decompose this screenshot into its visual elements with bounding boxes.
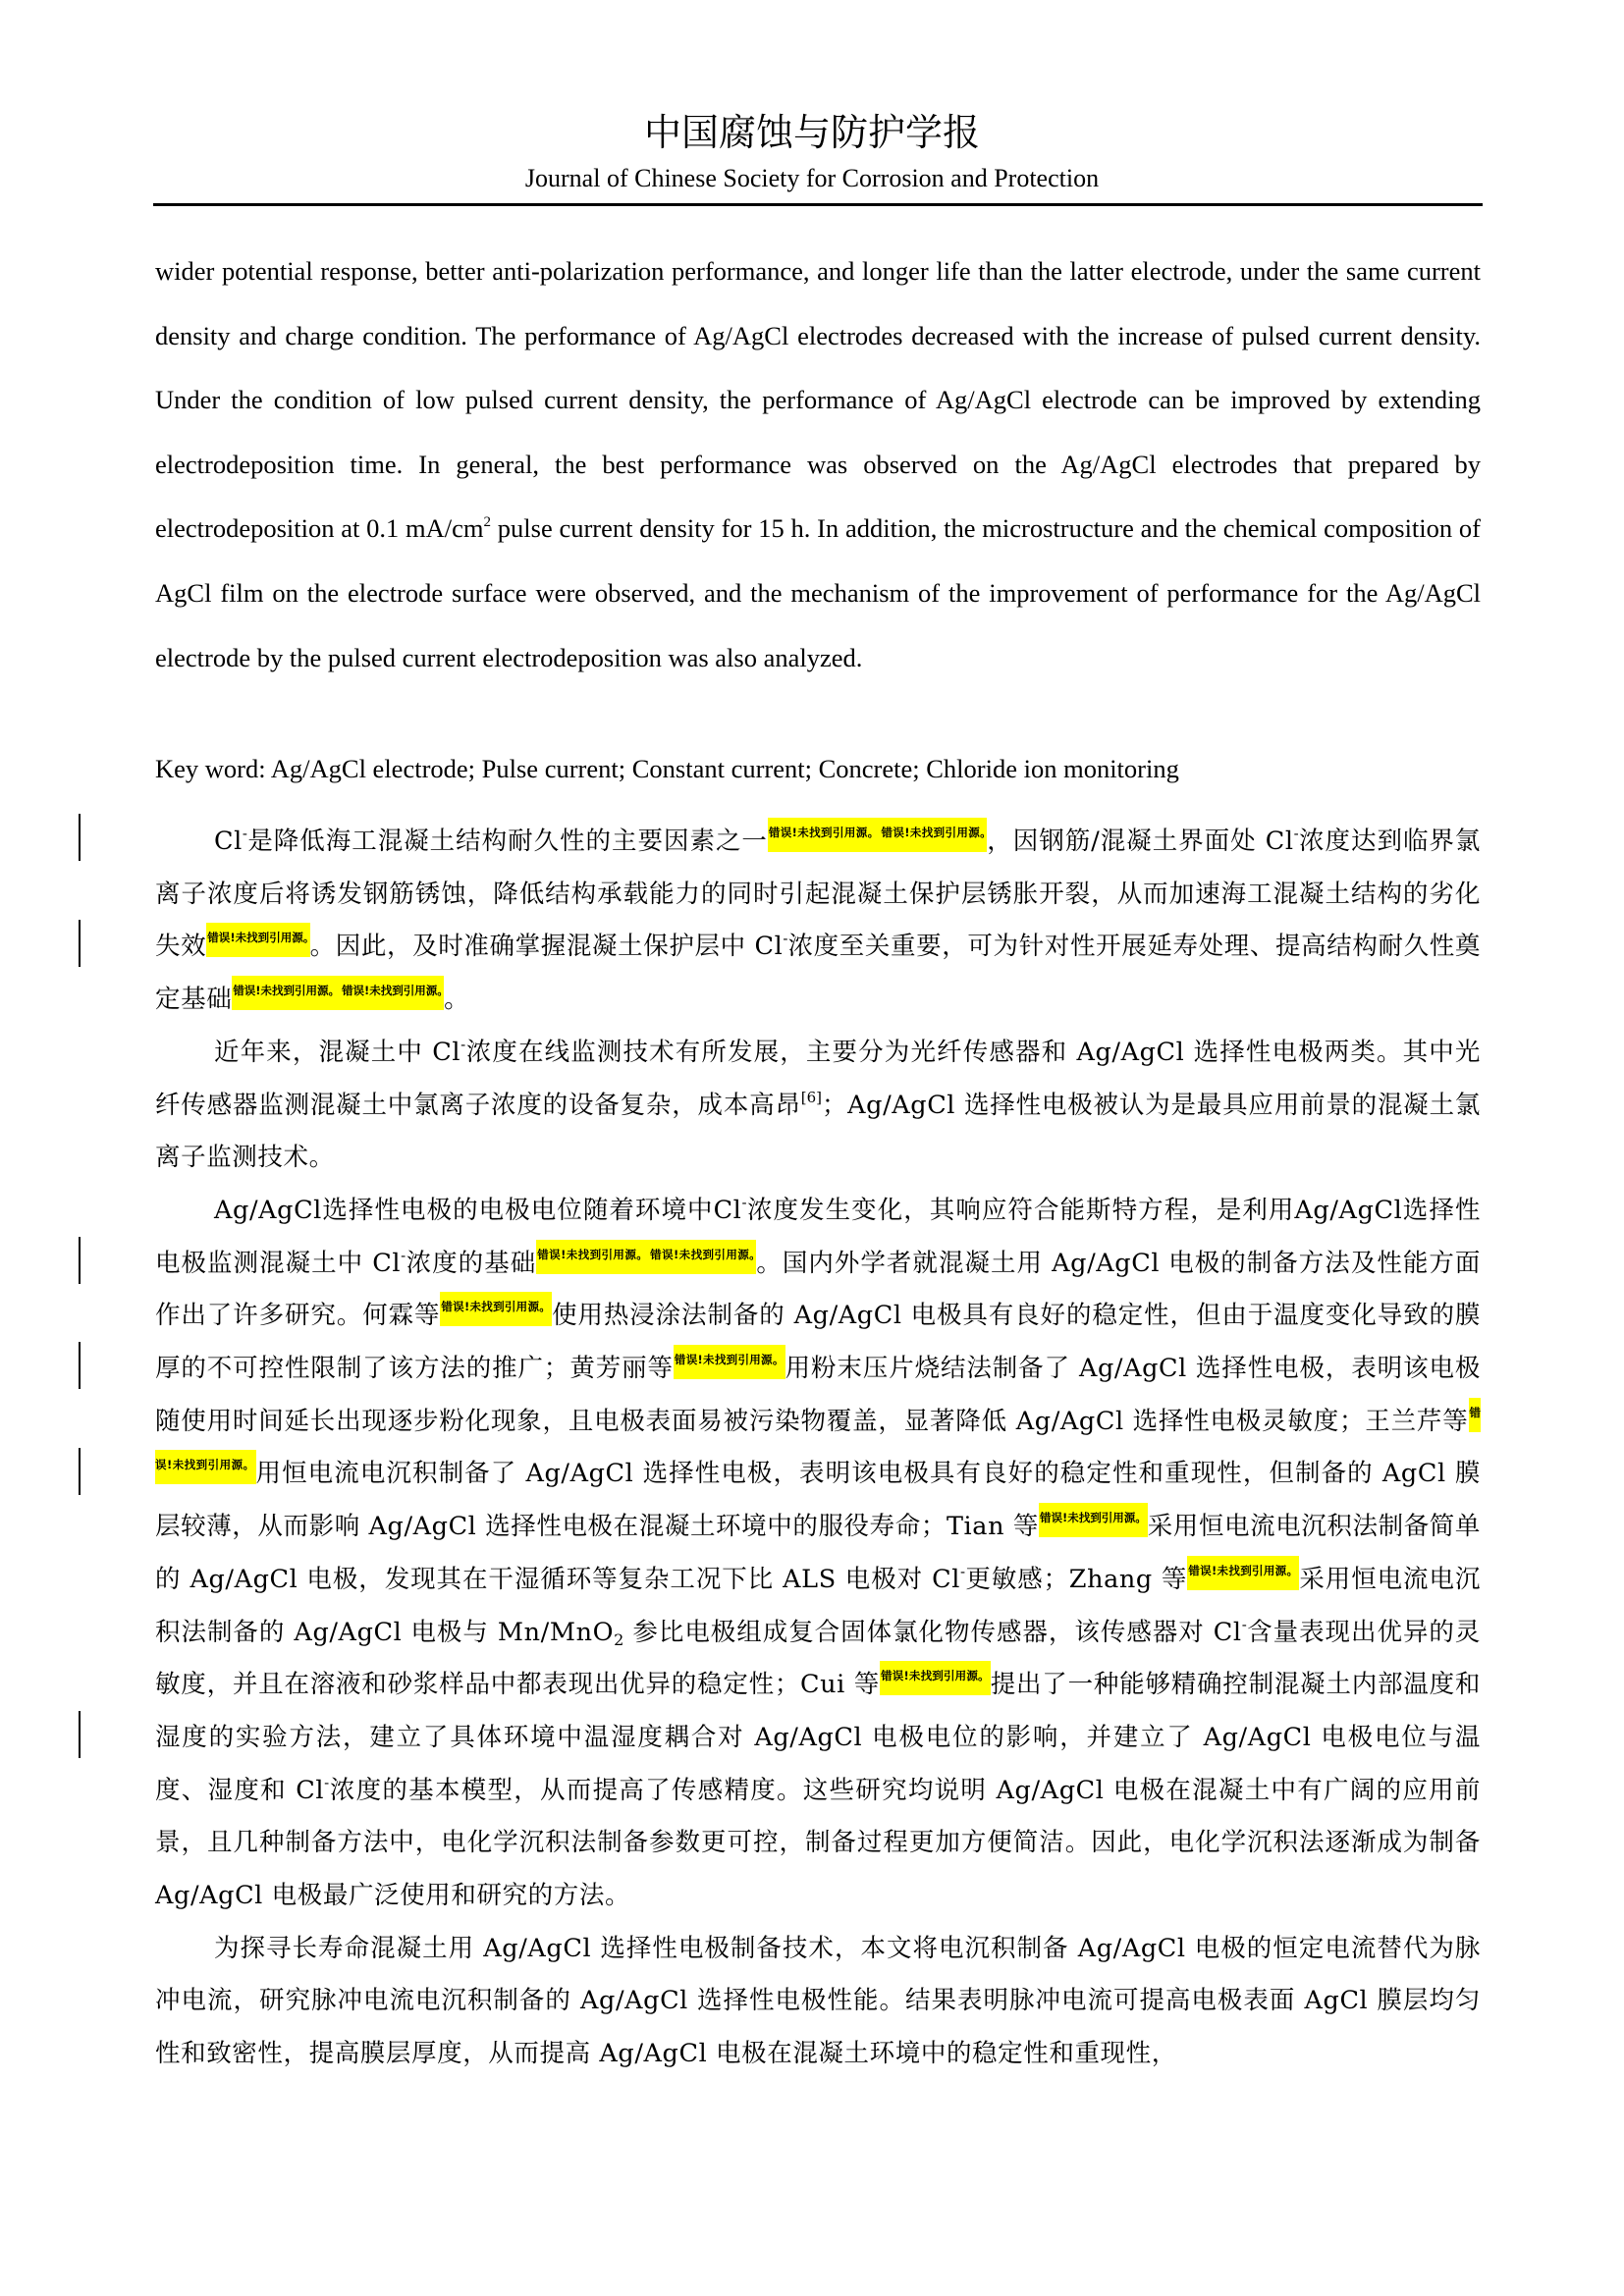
text-run: 更敏感；Zhang 等 — [965, 1564, 1188, 1594]
text-run: 。 — [444, 985, 470, 1015]
citation-error-highlight: 错误!未找到引用源。 — [880, 1661, 991, 1695]
citation-error-highlight: 错误!未找到引用源。 — [880, 818, 987, 852]
text-run: 浓度达到临界氯离子浓度后将诱发钢筋锈蚀，降低结构承载能力的同时引起混凝土保护层锈胀开裂，从而加速海工混凝土结构的劣化失效 — [155, 827, 1482, 962]
citation-error-highlight: 错误!未找到引用源。 — [1187, 1556, 1299, 1590]
text-run: ；Ag/AgCl 选择性电极被认为是最具应用前景的混凝土氯离子监测技术。 — [155, 1090, 1481, 1173]
text-run: 浓度的基本模型，从而提高了传感精度。这些研究均说明 Ag/AgCl 电极在混凝土中有广阔的应用前景，且几种制备方法中，电化学沉积法制备参数更可控，制备过程更加方便简洁。因此，电化学沉积法逐渐成为制备 Ag/AgCl 电极最广泛使用和研究的方法。 — [155, 1775, 1481, 1911]
text-run: 浓度的基础 — [406, 1248, 537, 1278]
revision-change-bar — [79, 1448, 81, 1495]
citation-error-highlight: 错误!未找到引用源。 — [768, 818, 881, 852]
text-run: 。国内外学者就混凝土用 Ag/AgCl 电极的制备方法及性能方面作出了许多研究。何霖等 — [155, 1248, 1481, 1331]
abstract-part-2: pulse current density for 15 h. In addition, the microstructure and the chemical composition of AgCl film on the electrode surface were observed, and the mechanism of the improvement of performance for the Ag/AgCl electrode by the pulsed current electrodeposition was also analyzed. — [155, 513, 1481, 672]
text-run: 用粉末压片烧结法制备了 Ag/AgCl 选择性电极，表明该电极随使用时间延长出现逐步粉化现象，且电极表面易被污染物覆盖，显著降低 Ag/AgCl 选择性电极灵敏度；王兰芹等 — [155, 1354, 1481, 1436]
text-run: ，因钢筋/混凝土界面处 Cl — [987, 827, 1294, 856]
body-text — [155, 816, 1481, 2081]
citation-error-highlight: 错误!未找到引用源。 — [232, 976, 341, 1010]
abstract-text — [155, 240, 1481, 690]
revision-change-bar — [79, 814, 81, 861]
text-run: 用恒电流电沉积制备了 Ag/AgCl 选择性电极，表明该电极具有良好的稳定性和重现性，但制备的 AgCl 膜层较薄，从而影响 Ag/AgCl 选择性电极在混凝土环境中的服役寿命；Tian 等 — [155, 1459, 1481, 1542]
header-rule — [153, 203, 1483, 206]
citation-error-highlight: 错误!未找到引用源。 — [206, 923, 309, 957]
superscript: - — [741, 1193, 747, 1211]
superscript: - — [783, 930, 788, 948]
superscript: - — [401, 1246, 406, 1264]
citation-error-highlight: 错误!未找到引用源。 — [649, 1240, 756, 1274]
revision-change-bar — [79, 1237, 81, 1284]
paragraph-4 — [155, 1923, 1481, 2081]
journal-title-chinese: 中国腐蚀与防护学报 — [643, 111, 980, 154]
text-run: 是降低海工混凝土结构耐久性的主要因素之一 — [246, 827, 768, 856]
text-run: 为探寻长寿命混凝土用 Ag/AgCl 选择性电极制备技术，本文将电沉积制备 Ag/AgCl 电极的恒定电流替代为脉冲电流，研究脉冲电流电沉积制备的 Ag/AgCl 选择性电极性能。结果表明脉冲电流可提高电极表面 AgCl 膜层均匀性和致密性，提高膜层厚度，从而提高 Ag/AgCl 电极在混凝土环境中的稳定性和重现性， — [155, 1933, 1481, 2069]
text-run: 使用热浸涂法制备的 Ag/AgCl 电极具有良好的稳定性，但由于温度变化导致的膜厚的不可控性限制了该方法的推广；黄芳丽等 — [155, 1301, 1481, 1384]
text-run: 近年来，混凝土中 Cl — [214, 1037, 461, 1067]
superscript: - — [242, 825, 247, 842]
text-run: 采用恒电流电沉积法制备简单的 Ag/AgCl 电极，发现其在干湿循环等复杂工况下比 ALS 电极对 Cl — [155, 1512, 1482, 1594]
text-run: Cl — [214, 827, 243, 856]
paragraph-3 — [155, 1185, 1481, 1923]
text-run: 浓度发生变化，其响应符合能斯特方程，是利用Ag/AgCl选择性电极监测混凝土中 Cl — [155, 1195, 1481, 1278]
citation-error-highlight: 错误!未找到引用源。 — [440, 1292, 552, 1326]
paragraph-2 — [155, 1027, 1481, 1185]
text-run: 提出了一种能够精确控制混凝土内部温度和湿度的实验方法，建立了具体环境中温湿度耦合对 Ag/AgCl 电极电位的影响，并建立了 Ag/AgCl 电极电位与温度、湿度和 Cl — [155, 1670, 1482, 1805]
superscript: - — [959, 1562, 966, 1580]
revision-change-bar — [79, 1342, 81, 1389]
text-run: 。因此，及时准确掌握混凝土保护层中 Cl — [309, 932, 784, 962]
journal-title-english: Journal of Chinese Society for Corrosion and Protection — [524, 164, 1100, 192]
keywords-line: Key word: Ag/AgCl electrode; Pulse current; Constant current; Concrete; Chloride ion monitoring — [155, 754, 1179, 783]
paragraph-1 — [155, 816, 1481, 1027]
citation-error-highlight: 错误!未找到引用源。 — [155, 1398, 1481, 1485]
citation-error-highlight: 错误!未找到引用源。 — [536, 1240, 649, 1274]
citation-reference: [6] — [800, 1088, 823, 1106]
text-run: 浓度至关重要，可为针对性开展延寿处理、提高结构耐久性奠定基础 — [155, 932, 1482, 1015]
text-run: 采用恒电流电沉积法制备的 Ag/AgCl 电极与 Mn/MnO — [155, 1564, 1482, 1647]
text-run: Ag/AgCl选择性电极的电极电位随着环境中Cl — [214, 1195, 742, 1225]
superscript: - — [1293, 825, 1299, 842]
abstract-part-1: wider potential response, better anti-polarization performance, and longer life than the latter electrode, under the same current density and charge condition. The performance of Ag/AgCl electrodes decreased with the increase of pulsed current density. Under the condition of low pulsed current density, the performance of Ag/AgCl electrode can be improved by extending electrodeposition time. In general, the best performance was observed on the Ag/AgCl electrodes that prepared by electrodeposition at 0.1 mA/cm — [155, 256, 1481, 544]
citation-error-highlight: 错误!未找到引用源。 — [674, 1345, 785, 1379]
superscript: - — [324, 1773, 330, 1791]
subscript: 2 — [614, 1629, 624, 1649]
citation-error-highlight: 错误!未找到引用源。 — [341, 976, 444, 1010]
abstract-superscript: 2 — [483, 514, 492, 531]
text-run: 浓度在线监测技术有所发展，主要分为光纤传感器和 Ag/AgCl 选择性电极两类。其中光纤传感器监测混凝土中氯离子浓度的设备复杂，成本高昂 — [155, 1037, 1482, 1120]
text-run: 含量表现出优异的灵敏度，并且在溶液和砂浆样品中都表现出优异的稳定性；Cui 等 — [155, 1617, 1482, 1700]
superscript: - — [460, 1035, 466, 1053]
citation-error-highlight: 错误!未找到引用源。 — [1039, 1503, 1148, 1537]
revision-change-bar — [79, 1711, 81, 1758]
revision-change-bar — [79, 920, 81, 967]
text-run: 参比电极组成复合固体氯化物传感器，该传感器对 Cl — [623, 1617, 1242, 1647]
superscript: - — [1241, 1615, 1247, 1633]
